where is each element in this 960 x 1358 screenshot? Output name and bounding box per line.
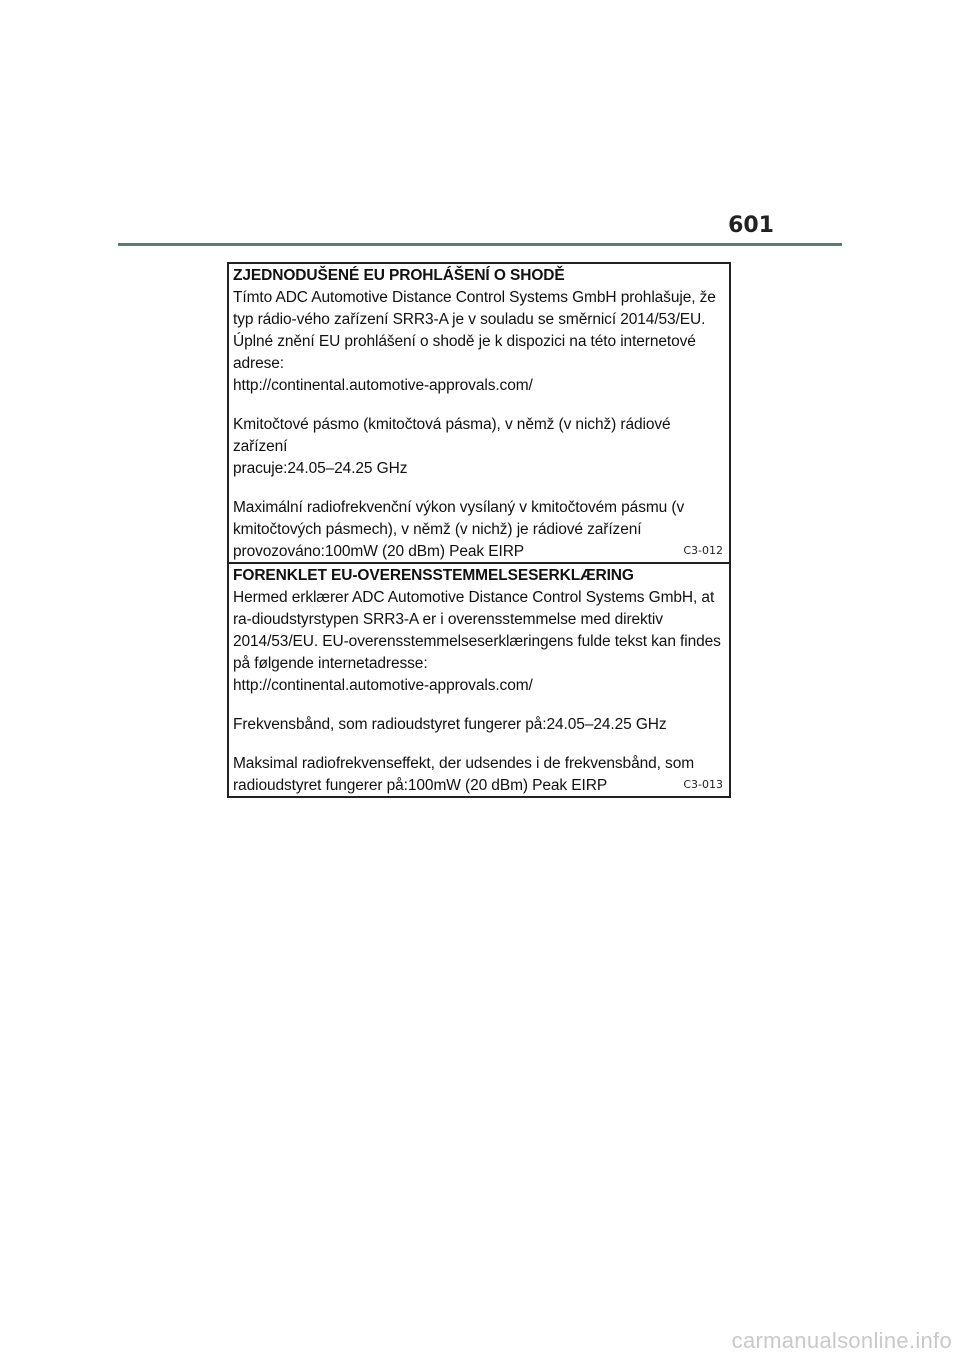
declaration-line: typ rádio-vého zařízení SRR3-A je v souladu se směrnicí 2014/53/EU. (233, 311, 706, 328)
power-line: provozováno:100mW (20 dBm) Peak EIRP (233, 543, 525, 560)
power-line: Maximální radiofrekvenční výkon vysílaný v kmitočtovém pásmu (v (233, 499, 685, 516)
declaration-line: på følgende internetadresse: (233, 655, 428, 672)
declaration-url: http://continental.automotive-approvals.com/ (233, 677, 533, 694)
figure-code: C3-012 (683, 544, 723, 557)
declaration-title-cz: ZJEDNODUŠENÉ EU PROHLÁŠENÍ O SHODĚ (233, 267, 565, 284)
declaration-line: adrese: (233, 355, 284, 372)
declaration-url: http://continental.automotive-approvals.com/ (233, 377, 533, 394)
power-line: radioudstyret fungerer på:100mW (20 dBm) Peak EIRP (233, 777, 608, 794)
declaration-line: Tímto ADC Automotive Distance Control Systems GmbH prohlašuje, že (233, 289, 716, 306)
frequency-line: Frekvensbånd, som radioudstyret fungerer på:24.05–24.25 GHz (233, 716, 667, 733)
declaration-line: 2014/53/EU. EU-overensstemmelseserklæringens fulde tekst kan findes (233, 633, 721, 650)
watermark: carmanualsonline.info (731, 1328, 952, 1353)
declaration-title-dk: FORENKLET EU-OVERENSSTEMMELSESERKLÆRING (233, 567, 634, 584)
declaration-box-cz (227, 262, 731, 564)
declaration-line: ra-dioudstyrstypen SRR3-A er i overensstemmelse med direktiv (233, 611, 663, 628)
declaration-line: Úplné znění EU prohlášení o shodě je k dispozici na této internetové (233, 333, 696, 350)
power-line: kmitočtových pásmech), v němž (v nichž) je rádiové zařízení (233, 521, 642, 538)
frequency-line: pracuje:24.05–24.25 GHz (233, 460, 408, 477)
header-rule (118, 243, 842, 246)
figure-code: C3-013 (683, 778, 723, 791)
page-number: 601 (728, 213, 774, 238)
frequency-line: Kmitočtové pásmo (kmitočtová pásma), v němž (v nichž) rádiové zařízení (233, 416, 671, 455)
power-line: Maksimal radiofrekvenseffekt, der udsendes i de frekvensbånd, som (233, 755, 695, 772)
declaration-box-dk (227, 562, 731, 798)
declaration-line: Hermed erklærer ADC Automotive Distance Control Systems GmbH, at (233, 589, 715, 606)
